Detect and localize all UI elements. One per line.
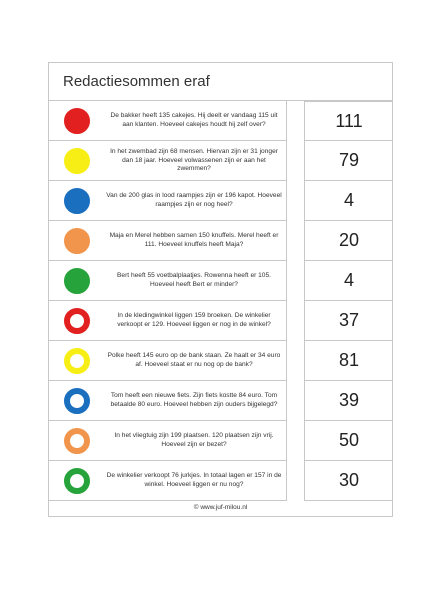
copyright-footer: © www.juf-milou.nl — [193, 504, 248, 511]
green-ring-icon — [64, 468, 90, 494]
answer-cell: 50 — [304, 421, 393, 461]
question-row — [49, 181, 392, 221]
question-cell — [49, 141, 287, 181]
question-row — [49, 141, 392, 181]
question-cell — [49, 101, 287, 141]
question-cell — [49, 341, 287, 381]
yellow-ball-icon — [64, 148, 90, 174]
worksheet — [48, 62, 393, 517]
title-bar — [49, 63, 392, 101]
answer-cell: 79 — [304, 141, 393, 181]
orange-ring-icon — [64, 428, 90, 454]
question-row — [49, 381, 392, 421]
answer-cell: 37 — [304, 301, 393, 341]
question-row — [49, 221, 392, 261]
question-row — [49, 341, 392, 381]
question-row — [49, 101, 392, 141]
question-text: Tom heeft een nieuwe fiets. Zijn fiets kostte 84 euro. Tom betaalde 80 euro. Hoeveel hebben zijn ouders bijgelegd? — [110, 392, 278, 408]
yellow-ring-icon — [64, 348, 90, 374]
question-cell — [49, 421, 287, 461]
question-text: Bert heeft 55 voetbalplaatjes. Rowenna heeft er 105. Hoeveel heeft Bert er minder? — [117, 272, 271, 288]
question-text: In het zwembad zijn 68 mensen. Hiervan zijn er 31 jonger dan 18 jaar. Hoeveel volwassenen zijn er aan het zwemmen? — [110, 148, 278, 173]
answer-cell: 20 — [304, 221, 393, 261]
red-ball-icon — [64, 108, 90, 134]
green-ball-icon — [64, 268, 90, 294]
question-text: In het vliegtuig zijn 199 plaatsen. 120 plaatsen zijn vrij. Hoeveel zijn er bezet? — [114, 432, 274, 448]
blue-ball-icon — [64, 188, 90, 214]
answer-cell: 39 — [304, 381, 393, 421]
question-text: De bakker heeft 135 cakejes. Hij deelt er vandaag 115 uit aan klanten. Hoeveel cakejes houdt hij zelf over? — [110, 112, 278, 128]
red-ring-icon — [64, 308, 90, 334]
question-text: Maja en Merel hebben samen 150 knuffels. Merel heeft er 111. Hoeveel knuffels heeft Maja? — [109, 232, 279, 248]
answer-cell: 30 — [304, 461, 393, 501]
answer-cell: 4 — [304, 181, 393, 221]
question-text: Polke heeft 145 euro op de bank staan. Ze haalt er 34 euro af. Hoeveel staat er nu nog op de bank? — [107, 352, 281, 368]
answer-cell: 111 — [304, 101, 393, 141]
worksheet-title: Redactiesommen eraf — [63, 73, 210, 90]
question-cell — [49, 301, 287, 341]
question-row — [49, 421, 392, 461]
question-text: De winkelier verkoopt 76 jurkjes. In totaal lagen er 157 in de winkel. Hoeveel liggen er nu nog? — [106, 472, 282, 488]
answer-cell: 4 — [304, 261, 393, 301]
question-cell — [49, 221, 287, 261]
question-cell — [49, 381, 287, 421]
orange-ball-icon — [64, 228, 90, 254]
question-cell — [49, 461, 287, 501]
blue-ring-icon — [64, 388, 90, 414]
answer-cell: 81 — [304, 341, 393, 381]
question-row — [49, 301, 392, 341]
question-text: Van de 200 glas in lood raampjes zijn er 196 kapot. Hoeveel raampjes zijn er nog heel? — [106, 192, 282, 208]
question-cell — [49, 181, 287, 221]
question-cell — [49, 261, 287, 301]
question-row — [49, 461, 392, 501]
question-row — [49, 261, 392, 301]
question-text: In de kledingwinkel liggen 159 broeken. De winkelier verkoopt er 129. Hoeveel liggen er nog in de winkel? — [117, 312, 271, 328]
